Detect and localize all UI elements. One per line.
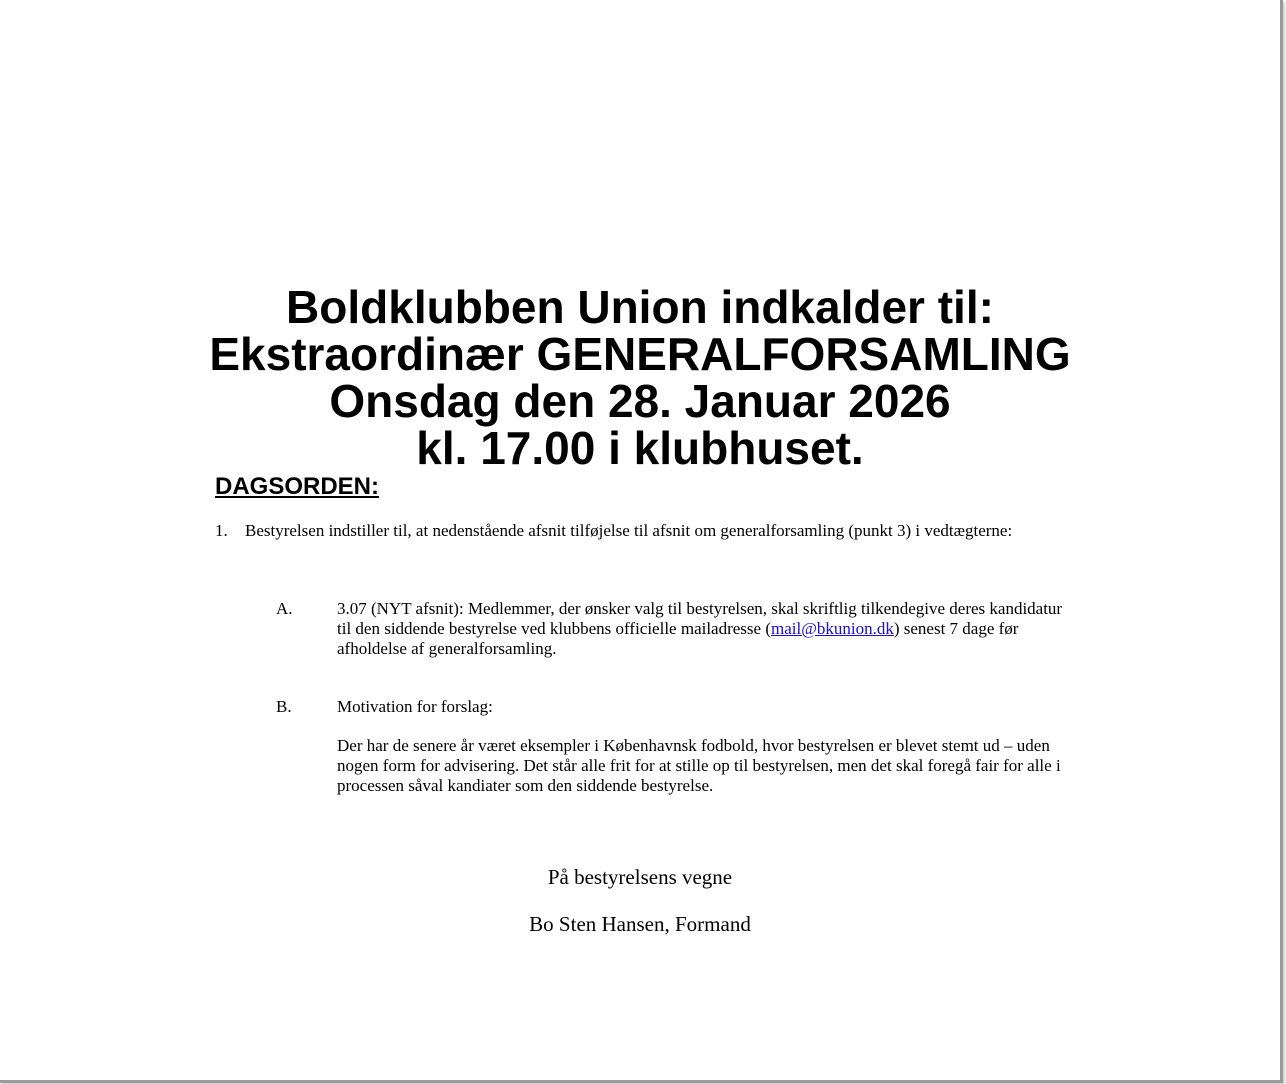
signature-line-1: På bestyrelsens vegne [547, 865, 733, 889]
subitem-a-text-after: ) senest 7 dage før afholdelse af generalforsamling. [337, 619, 1019, 658]
subitem-a-text [337, 599, 1072, 659]
agenda-heading: DAGSORDEN: [215, 473, 380, 500]
title-line-4: kl. 17.00 i klubhuset. [416, 422, 864, 474]
subitem-a-text-before: 3.07 (NYT afsnit): Medlemmer, der ønsker valg til bestyrelsen, skal skriftlig tilkendegive deres kandidatur til den siddende bestyrelse ved klubbens officielle mailadresse ( [337, 599, 1063, 638]
agenda-item-number: 1. [215, 521, 228, 540]
subitem-letter: A. [276, 599, 293, 618]
subitem-b-text [337, 697, 1072, 796]
motivation-heading: Motivation for forslag: [337, 697, 493, 716]
subitem-letter: B. [276, 697, 292, 716]
title-line-2: Ekstraordinær GENERALFORSAMLING [209, 328, 1071, 380]
agenda-item-text: Bestyrelsen indstiller til, at nedenstående afsnit tilføjelse til afsnit om generalforsamling (punkt 3) i vedtægterne: [245, 521, 1013, 540]
motivation-paragraph: Der har de senere år været eksempler i Københavnsk fodbold, hvor bestyrelsen er blevet stemt ud – uden nogen form for advisering. Det står alle frit for at stille op til bestyrelsen, men det skal foregå fair for alle i processen såval kandiater som den siddende bestyrelse. [337, 736, 1061, 795]
title-line-1: Boldklubben Union indkalder til: [286, 281, 994, 333]
title-line-3: Onsdag den 28. Januar 2026 [329, 375, 951, 427]
invitation-title [0, 281, 1280, 474]
agenda-item-1 [215, 520, 1012, 541]
email-link[interactable]: mail@bkunion.dk [771, 619, 894, 638]
signature-name: Bo Sten Hansen, Formand [529, 912, 751, 936]
